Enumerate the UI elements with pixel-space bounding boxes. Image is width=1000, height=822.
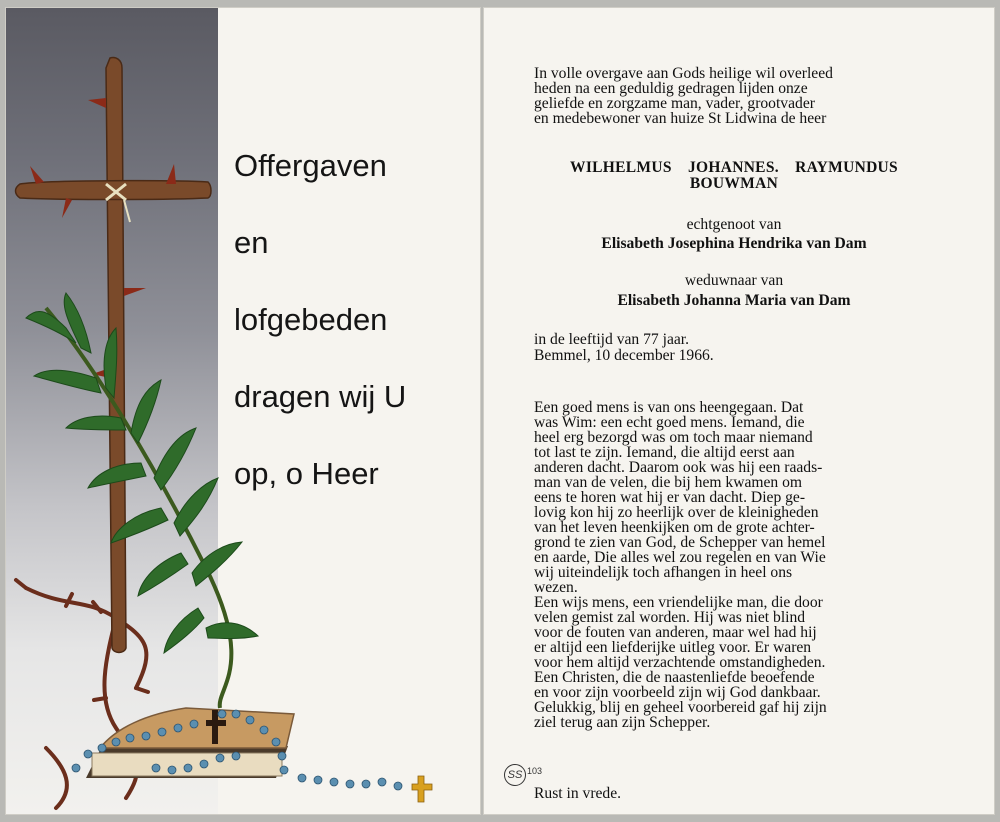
eulogy-line: wij uiteindelijk toch afhangen in heel ons [534, 564, 793, 581]
eulogy-line: voor hem altijd verzachtende omstandigheden. [534, 654, 826, 671]
prayer-line: en [234, 225, 269, 260]
eulogy-line: Een Christen, die de naastenliefde beoefende [534, 669, 815, 686]
place-date: Bemmel, 10 december 1966. [534, 347, 714, 364]
right-card [484, 8, 994, 814]
deceased-name-line1: WILHELMUS JOHANNES. RAYMUNDUS [570, 159, 898, 176]
prayer-line: Offergaven [234, 148, 387, 183]
prayer-line: dragen wij U [234, 379, 407, 414]
prayer-text [234, 146, 474, 531]
eulogy-line: en aarde, Die alles wel zou regelen en van Wie [534, 549, 826, 566]
printer-logo-icon: SS [504, 764, 526, 786]
eulogy-line: en voor zijn voorbeeld zijn wij God dankbaar. [534, 684, 821, 701]
age-line: in de leeftijd van 77 jaar. [534, 331, 690, 348]
eulogy-line: heel erg bezorgd was om toch maar niemand [534, 429, 813, 446]
eulogy-line: Gelukkig, blij en geheel voorbereid gaf hij zijn [534, 699, 827, 716]
eulogy-line: van het leven heenkijken om de grote achter- [534, 519, 815, 536]
eulogy-line: voor de fouten van anderen, maar wel had hij [534, 624, 817, 641]
widower-label: weduwnaar van [684, 272, 784, 289]
eulogy-line: was Wim: een echt goed mens. Iemand, die [534, 414, 805, 431]
spouse-label: echtgenoot van [686, 216, 782, 233]
intro-line: heden na een geduldig gedragen lijden onze [534, 80, 808, 97]
left-card [6, 8, 480, 814]
illustration [6, 8, 218, 814]
intro-line: geliefde en zorgzame man, vader, grootvader [534, 95, 815, 112]
prayer-line: lofgebeden [234, 302, 388, 337]
eulogy-line: man van de velen, die bij hem kwamen om [534, 474, 803, 491]
eulogy-line: wezen. [534, 579, 578, 596]
eulogy-line: Een goed mens is van ons heengegaan. Dat [534, 399, 804, 416]
printer-mark [504, 760, 543, 788]
printer-number: 103 [527, 766, 543, 776]
closing-line: Rust in vrede. [534, 785, 622, 802]
spouse-name: Elisabeth Josephina Hendrika van Dam [601, 235, 867, 252]
eulogy-line: tot last te zijn. Iemand, die altijd eerst aan [534, 444, 795, 461]
eulogy-line: anderen dacht. Daarom ook was hij een raads- [534, 459, 823, 476]
eulogy-line: Een wijs mens, een vriendelijke man, die door [534, 594, 823, 611]
eulogy-line: ziel terug aan zijn Schepper. [534, 714, 711, 731]
eulogy-line: er altijd een liefderijke uitleg voor. Er waren [534, 639, 812, 656]
intro-line: In volle overgave aan Gods heilige wil overleed [534, 65, 833, 82]
eulogy-line: eens te horen wat hij er van dacht. Diep ge- [534, 489, 806, 506]
prayer-line: op, o Heer [234, 456, 379, 491]
intro-paragraph [534, 66, 934, 126]
eulogy-line: velen gemist zal worden. Hij was niet blind [534, 609, 806, 626]
intro-line: en medebewoner van huize St Lidwina de heer [534, 110, 827, 127]
eulogy-line: lovig kon hij zo heerlijk over de kleinigheden [534, 504, 819, 521]
eulogy-line: grond te zien van God, de Schepper van hemel [534, 534, 826, 551]
eulogy-text [534, 400, 934, 730]
deceased-name-line2: BOUWMAN [689, 175, 779, 192]
palm-branch-icon [26, 293, 258, 708]
widower-name: Elisabeth Johanna Maria van Dam [617, 292, 851, 309]
